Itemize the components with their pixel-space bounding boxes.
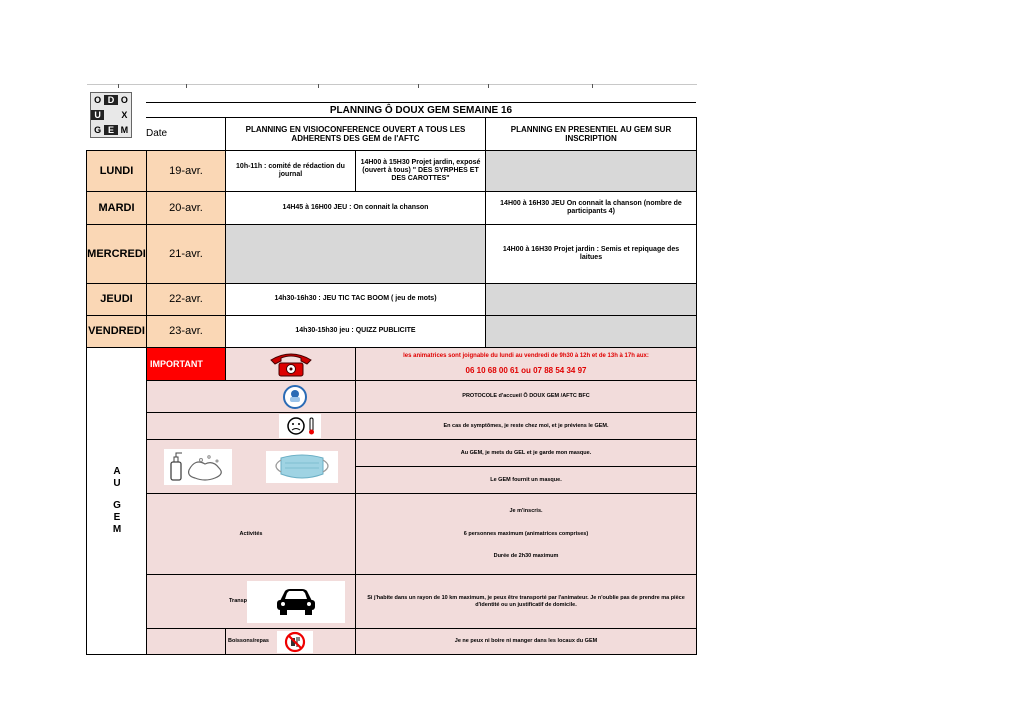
- date-cell: 20-avr.: [146, 191, 226, 225]
- day-cell: JEUDI: [86, 283, 147, 316]
- gel-text: Au GEM, je mets du GEL et je garde mon masque.: [355, 439, 697, 467]
- presentiel-activity: [485, 283, 697, 316]
- au-gem-label: [86, 347, 147, 655]
- food-text: Je ne peux ni boire ni manger dans les locaux du GEM: [355, 628, 697, 655]
- day-cell: MERCREDI: [86, 224, 147, 284]
- day-cell: LUNDI: [86, 150, 147, 192]
- visio-activity: 14H00 à 15H30 Projet jardin, exposé (ouvert à tous) " DES SYRPHES ET DES CAROTTES": [355, 150, 486, 192]
- ruler-tick: [592, 84, 593, 88]
- face-mask-icon: [266, 451, 338, 483]
- ruler-tick: [186, 84, 187, 88]
- contact-cell: [355, 347, 697, 381]
- au-gem-letter: E: [113, 511, 121, 523]
- logo-letter: G: [94, 124, 102, 135]
- no-food-drink-icon: [277, 631, 313, 653]
- date-cell: 19-avr.: [146, 150, 226, 192]
- logo-letter: E: [104, 125, 117, 135]
- visio-activity: 14h30-16h30 : JEU TIC TAC BOOM ( jeu de mots): [225, 283, 486, 316]
- food-label: Boissons/repas: [228, 638, 269, 645]
- transport-label: Transp: [229, 598, 248, 605]
- logo-letter: M: [120, 124, 129, 135]
- phone-icon-cell: [225, 347, 356, 381]
- day-cell: VENDREDI: [86, 315, 147, 348]
- ruler-tick: [488, 84, 489, 88]
- protocol-text: PROTOCOLE d'accueil Ô DOUX GEM /AFTC BFC: [355, 380, 697, 413]
- date-cell: 23-avr.: [146, 315, 226, 348]
- logo-letter: D: [104, 95, 117, 105]
- contact-phones: 06 10 68 00 61 ou 07 88 54 34 97: [465, 365, 587, 375]
- contact-hours: les animatrices sont joignable du lundi au vendredi de 9h30 à 12h et de 13h à 17h aux:: [403, 352, 649, 359]
- presentiel-activity: [485, 315, 697, 348]
- visio-activity: [225, 224, 486, 284]
- symptoms-text: En cas de symptômes, je reste chez moi, et je préviens le GEM.: [355, 412, 697, 440]
- ruler-tick: [318, 84, 319, 88]
- presentiel-activity: [485, 150, 697, 192]
- au-gem-letter: A: [113, 465, 121, 477]
- activites-line: Je m'inscris.: [509, 508, 543, 515]
- activites-rules: [355, 493, 697, 575]
- hand-wash-icon: [164, 449, 232, 485]
- symptoms-icon-cell: [146, 412, 356, 440]
- car-icon: [247, 581, 345, 623]
- important-badge: IMPORTANT: [146, 347, 226, 381]
- logo-letter: O: [94, 95, 102, 106]
- visio-header: PLANNING EN VISIOCONFERENCE OUVERT A TOUS LES ADHERENTS DES GEM de l'AFTC: [225, 117, 486, 151]
- date-header: Date: [146, 117, 226, 151]
- telephone-icon: [267, 350, 315, 378]
- gem-logo: [90, 92, 132, 138]
- au-gem-letter: M: [112, 523, 122, 535]
- masked-face-icon: [283, 385, 307, 409]
- thermometer-face-icon: [279, 414, 321, 438]
- transport-text: Si j'habite dans un rayon de 10 km maximum, je peux être transporté par l'animateur. Je n'oublie pas de prendre ma pièce d'identité ou un justificatif de domicile.: [355, 574, 697, 629]
- au-gem-letter: U: [113, 477, 121, 489]
- page-title: PLANNING Ô DOUX GEM SEMAINE 16: [146, 102, 696, 118]
- ruler-tick: [418, 84, 419, 88]
- activites-line: Durée de 2h30 maximum: [493, 553, 559, 560]
- top-ruler: [87, 84, 697, 88]
- date-cell: 21-avr.: [146, 224, 226, 284]
- presentiel-activity: 14H00 à 16H30 JEU On connait la chanson (nombre de participants 4): [485, 191, 697, 225]
- visio-activity: 10h-11h : comité de rédaction du journal: [225, 150, 356, 192]
- logo-letter: O: [120, 95, 128, 106]
- hygiene-icon-cell: [146, 439, 356, 494]
- visio-activity: 14H45 à 16H00 JEU : On connait la chanson: [225, 191, 486, 225]
- activites-line: 6 personnes maximum (animatrices comprises): [463, 530, 589, 537]
- protocol-icon-cell: [146, 380, 356, 413]
- date-cell: 22-avr.: [146, 283, 226, 316]
- presentiel-header: PLANNING EN PRESENTIEL AU GEM SUR INSCRIPTION: [485, 117, 697, 151]
- logo-letter: X: [121, 109, 128, 120]
- day-cell: MARDI: [86, 191, 147, 225]
- food-empty-cell: [146, 628, 226, 655]
- activites-label: Activités: [146, 493, 356, 575]
- mask-text: Le GEM fournit un masque.: [355, 466, 697, 494]
- au-gem-letter: G: [113, 499, 121, 511]
- food-label-cell: [225, 628, 356, 655]
- ruler-tick: [118, 84, 119, 88]
- logo-letter: U: [91, 110, 104, 120]
- visio-activity: 14h30-15h30 jeu : QUIZZ PUBLICITE: [225, 315, 486, 348]
- transport-cell: [146, 574, 356, 629]
- presentiel-activity: 14H00 à 16H30 Projet jardin : Semis et repiquage des laitues: [485, 224, 697, 284]
